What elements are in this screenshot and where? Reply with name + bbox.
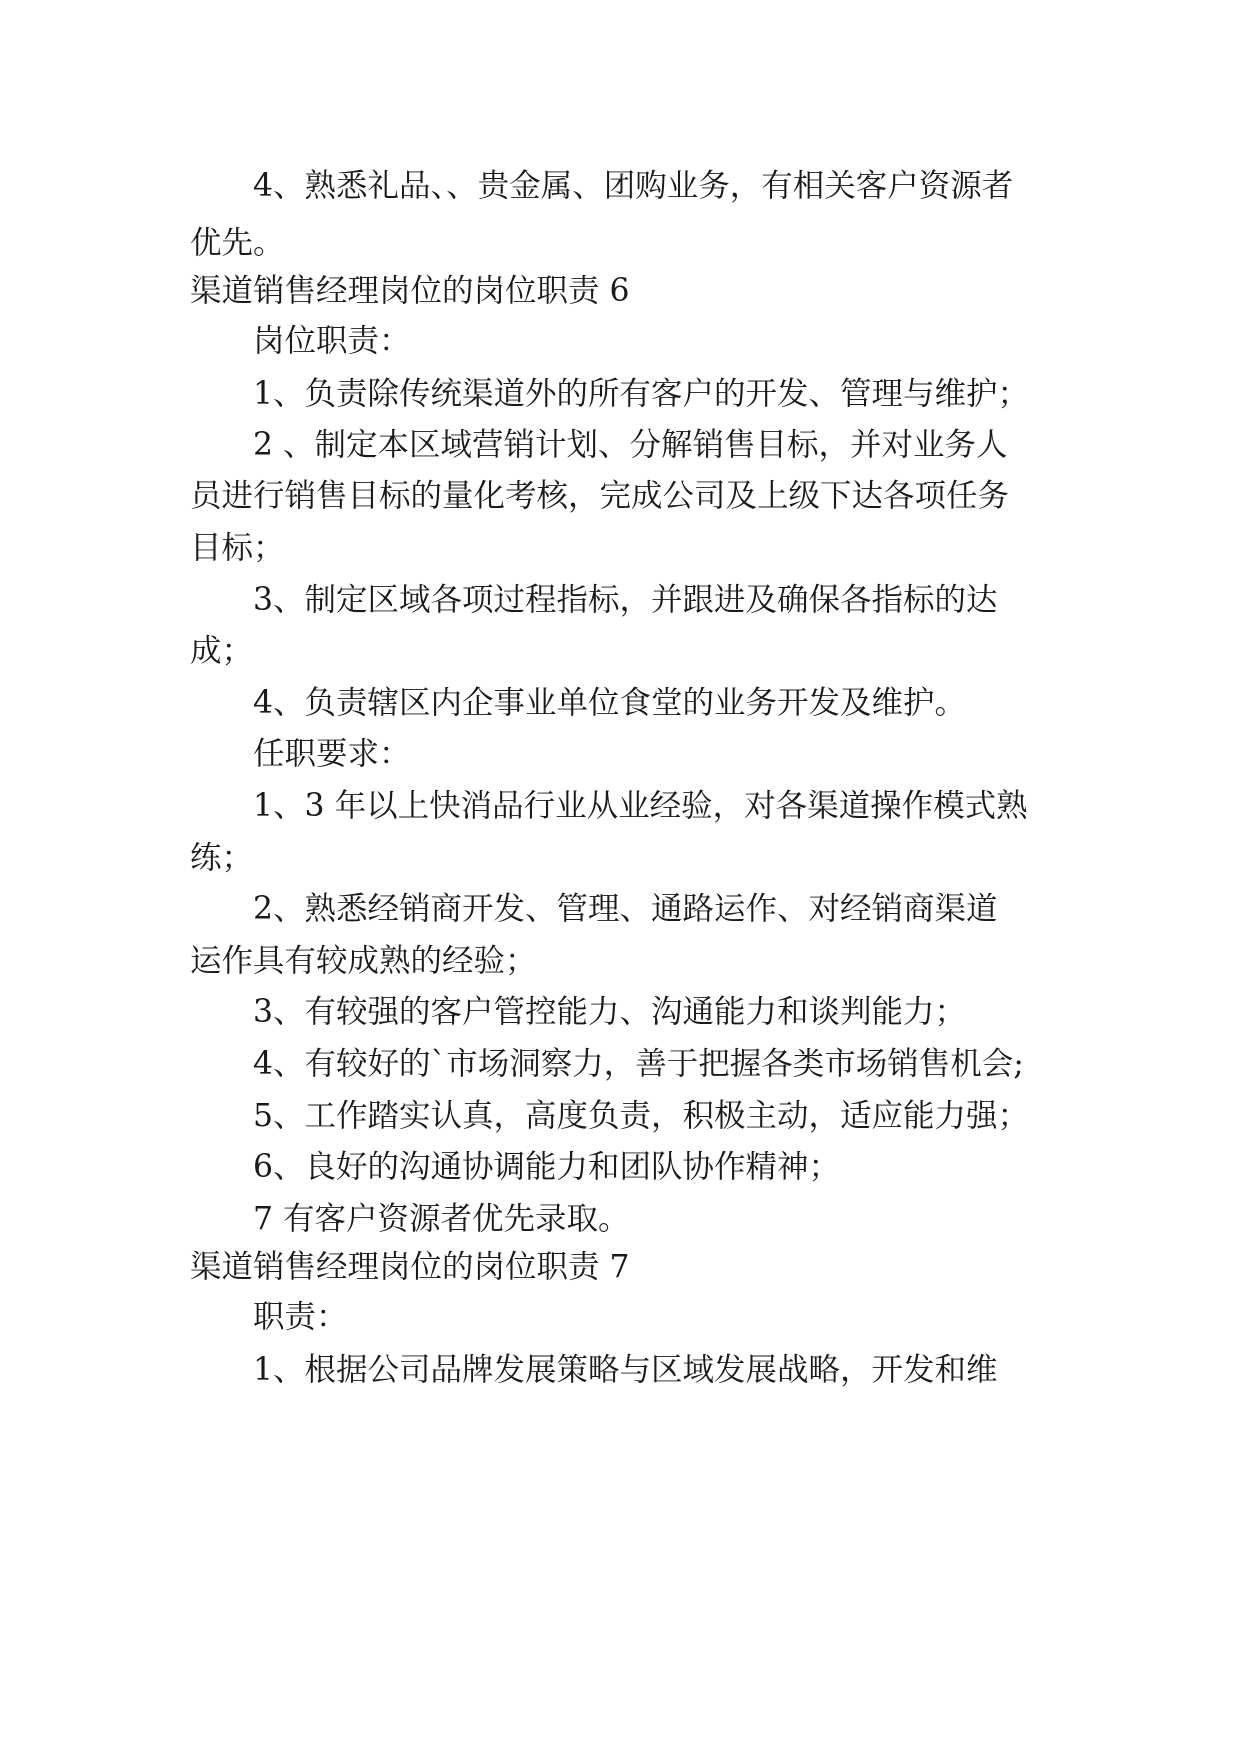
subheading: 任职要求： [253, 736, 411, 772]
list-item: 2、熟悉经销商开发、管理、通路运作、对经销商渠道 [253, 891, 998, 927]
list-item: 1、根据公司品牌发展策略与区域发展战略，开发和维 [253, 1352, 998, 1388]
list-item-continuation: 练； [190, 840, 254, 876]
list-item-continuation: 运作具有较成熟的经验； [190, 943, 537, 979]
list-item-continuation: 优先。 [190, 225, 285, 261]
section-heading: 渠道销售经理岗位的岗位职责 6 [190, 273, 630, 309]
subheading: 职责： [253, 1299, 348, 1335]
subheading: 岗位职责： [253, 323, 411, 359]
list-item: 7 有客户资源者优先录取。 [253, 1201, 630, 1237]
list-item: 4、熟悉礼品、、贵金属、团购业务，有相关客户资源者 [253, 168, 1014, 204]
list-item: 1、3 年以上快消品行业从业经验，对各渠道操作模式熟 [253, 788, 1028, 824]
list-item: 4、负责辖区内企事业单位食堂的业务开发及维护。 [253, 685, 967, 721]
list-item: 4、有较好的`市场洞察力，善于把握各类市场销售机会; [253, 1046, 1024, 1082]
list-item: 3、有较强的客户管控能力、沟通能力和谈判能力； [253, 994, 967, 1030]
list-item: 2 、制定本区域营销计划、分解销售目标，并对业务人 [253, 427, 1008, 463]
list-item-continuation: 成； [190, 633, 254, 669]
list-item: 6、良好的沟通协调能力和团队协作精神； [253, 1149, 841, 1185]
list-item: 5、工作踏实认真，高度负责，积极主动，适应能力强； [253, 1098, 1030, 1134]
section-heading: 渠道销售经理岗位的岗位职责 7 [190, 1249, 630, 1285]
list-item-continuation: 员进行销售目标的量化考核，完成公司及上级下达各项任务 [190, 478, 1010, 514]
list-item: 3、制定区域各项过程指标，并跟进及确保各指标的达 [253, 582, 998, 618]
list-item: 1、负责除传统渠道外的所有客户的开发、管理与维护； [253, 376, 1030, 412]
list-item-continuation: 目标； [190, 530, 285, 566]
